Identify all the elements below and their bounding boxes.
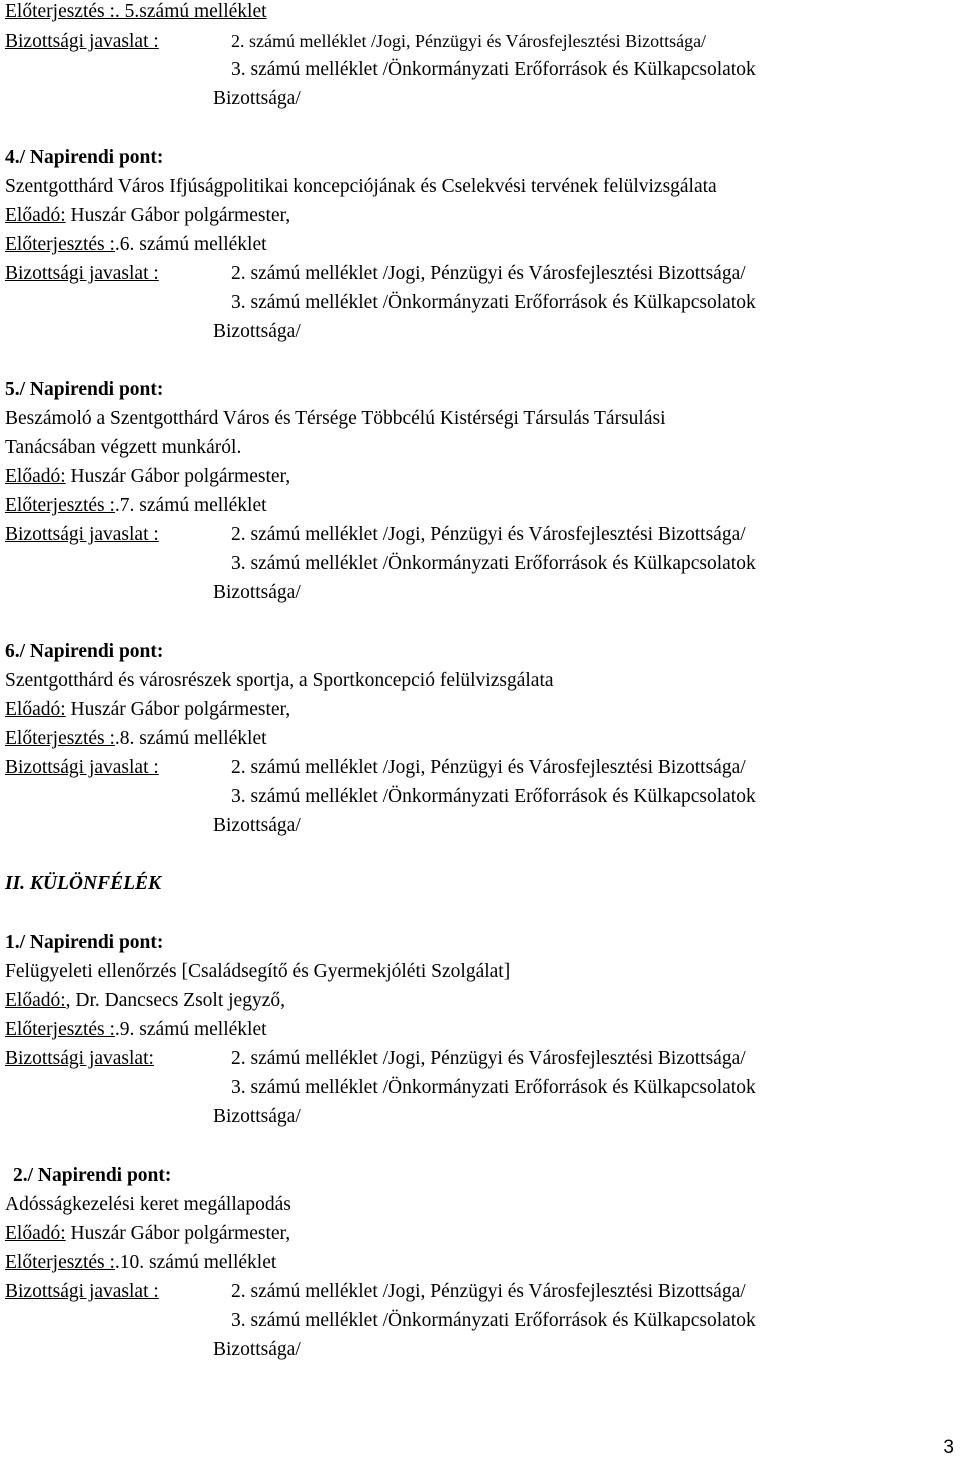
item-5-title-1: Beszámoló a Szentgotthárd Város és Térsége Többcélú Kistérségi Társulás Társulási: [5, 408, 666, 429]
section-2-item-2-javaslat-1: 2. számú melléklet /Jogi, Pénzügyi és Városfejlesztési Bizottsága/: [231, 1281, 746, 1302]
item-6-javaslat-2b: Bizottsága/: [213, 815, 301, 836]
section-2-item-2-eloterjesztes-label: Előterjesztés :: [5, 1252, 115, 1273]
section-2-item-2-eloado-label: Előadó:: [5, 1223, 66, 1244]
item-4-eloado-line: [5, 204, 955, 228]
section-2-item-1-bizottsagi-line: [5, 1047, 955, 1071]
section-2-item-2-eloterjesztes: .10. számú melléklet: [114, 1252, 277, 1273]
top-eloterjesztes: Előterjesztés :. 5.számú melléklet: [5, 1, 267, 22]
item-6-eloterjesztes-line: [5, 727, 955, 751]
item-5-eloterjesztes: .7. számú melléklet: [114, 495, 267, 516]
item-6-bizottsagi-label: Bizottsági javaslat :: [5, 757, 159, 778]
item-5-javaslat-1: 2. számú melléklet /Jogi, Pénzügyi és Városfejlesztési Bizottsága/: [231, 524, 746, 545]
item-6-javaslat-1: 2. számú melléklet /Jogi, Pénzügyi és Városfejlesztési Bizottsága/: [231, 757, 746, 778]
section-2-item-2-eloado: Huszár Gábor polgármester,: [65, 1223, 291, 1244]
item-6-bizottsagi-line: [5, 756, 955, 780]
item-6-title: Szentgotthárd és városrészek sportja, a Sportkoncepció felülvizsgálata: [5, 670, 554, 691]
section-2-title: II. KÜLÖNFÉLÉK: [5, 873, 162, 894]
item-5-javaslat-2b: Bizottsága/: [213, 582, 301, 603]
section-2-item-2-bizottsagi-label: Bizottsági javaslat :: [5, 1281, 159, 1302]
item-6-eloterjesztes-label: Előterjesztés :: [5, 728, 115, 749]
item-6-heading: 6./ Napirendi pont:: [5, 641, 164, 662]
item-4-bizottsagi-line: [5, 262, 955, 286]
section-2-item-2-eloterjesztes-line: [5, 1251, 955, 1275]
item-4-javaslat-2: 3. számú melléklet /Önkormányzati Erőforrások és Külkapcsolatok: [231, 292, 756, 313]
section-2-item-1-title: Felügyeleti ellenőrzés [Családsegítő és Gyermekjóléti Szolgálat]: [5, 961, 511, 982]
item-5-bizottsagi-label: Bizottsági javaslat :: [5, 524, 159, 545]
section-2-item-1-heading: 1./ Napirendi pont:: [5, 932, 164, 953]
top-bizottsagi-line: [5, 29, 955, 53]
item-6-eloado-label: Előadó:: [5, 699, 66, 720]
section-2-item-2-heading: 2./ Napirendi pont:: [13, 1165, 172, 1186]
section-2-item-1-eloado-label: Előadó:: [5, 990, 66, 1011]
item-4-eloado-label: Előadó:: [5, 205, 66, 226]
item-6-eloterjesztes: .8. számú melléklet: [114, 728, 267, 749]
item-6-eloado: Huszár Gábor polgármester,: [65, 699, 291, 720]
item-4-bizottsagi-label: Bizottsági javaslat :: [5, 263, 159, 284]
item-5-bizottsagi-line: [5, 523, 955, 547]
section-2-item-1-javaslat-1: 2. számú melléklet /Jogi, Pénzügyi és Városfejlesztési Bizottsága/: [231, 1048, 746, 1069]
item-5-heading: 5./ Napirendi pont:: [5, 379, 164, 400]
item-5-eloado-label: Előadó:: [5, 466, 66, 487]
section-2-item-2-title: Adósságkezelési keret megállapodás: [5, 1194, 291, 1215]
section-2-item-2-javaslat-2b: Bizottsága/: [213, 1339, 301, 1360]
top-javaslat-2b: Bizottsága/: [213, 88, 301, 109]
top-eloterjesztes-line: [5, 0, 955, 24]
section-2-item-1-javaslat-2: 3. számú melléklet /Önkormányzati Erőforrások és Külkapcsolatok: [231, 1077, 756, 1098]
section-2-item-1-eloterjesztes-line: [5, 1018, 955, 1042]
item-4-eloterjesztes: .6. számú melléklet: [114, 234, 267, 255]
item-5-eloterjesztes-label: Előterjesztés :: [5, 495, 115, 516]
section-2-item-1-eloado-line: [5, 989, 955, 1013]
item-4-heading: 4./ Napirendi pont:: [5, 147, 164, 168]
section-2-item-2-javaslat-2: 3. számú melléklet /Önkormányzati Erőforrások és Külkapcsolatok: [231, 1310, 756, 1331]
section-2-item-1-eloterjesztes-label: Előterjesztés :: [5, 1019, 115, 1040]
page-number: 3: [943, 1437, 954, 1458]
item-4-eloterjesztes-line: [5, 233, 955, 257]
section-2-item-2-bizottsagi-line: [5, 1280, 955, 1304]
section-2-item-1-javaslat-2b: Bizottsága/: [213, 1106, 301, 1127]
section-2-item-2-eloado-line: [5, 1222, 955, 1246]
item-6-eloado-line: [5, 698, 955, 722]
item-5-javaslat-2: 3. számú melléklet /Önkormányzati Erőforrások és Külkapcsolatok: [231, 553, 756, 574]
top-javaslat-1: 2. számú melléklet /Jogi, Pénzügyi és Városfejlesztési Bizottsága/: [231, 31, 707, 51]
top-javaslat-2: 3. számú melléklet /Önkormányzati Erőforrások és Külkapcsolatok: [231, 59, 756, 80]
section-2-item-1-eloado: , Dr. Dancsecs Zsolt jegyző,: [65, 990, 285, 1011]
item-4-eloterjesztes-label: Előterjesztés :: [5, 234, 115, 255]
item-5-eloterjesztes-line: [5, 494, 955, 518]
item-4-eloado: Huszár Gábor polgármester,: [65, 205, 291, 226]
item-5-title-2: Tanácsában végzett munkáról.: [5, 437, 242, 458]
item-5-eloado: Huszár Gábor polgármester,: [65, 466, 291, 487]
item-4-javaslat-2b: Bizottsága/: [213, 321, 301, 342]
item-5-eloado-line: [5, 465, 955, 489]
top-bizottsagi-label: Bizottsági javaslat :: [5, 31, 159, 52]
section-2-item-1-bizottsagi-label: Bizottsági javaslat:: [5, 1048, 154, 1069]
item-4-javaslat-1: 2. számú melléklet /Jogi, Pénzügyi és Városfejlesztési Bizottsága/: [231, 263, 746, 284]
section-2-item-1-eloterjesztes: .9. számú melléklet: [114, 1019, 267, 1040]
item-6-javaslat-2: 3. számú melléklet /Önkormányzati Erőforrások és Külkapcsolatok: [231, 786, 756, 807]
item-4-title: Szentgotthárd Város Ifjúságpolitikai koncepciójának és Cselekvési tervének felülvizsgálata: [5, 176, 717, 197]
